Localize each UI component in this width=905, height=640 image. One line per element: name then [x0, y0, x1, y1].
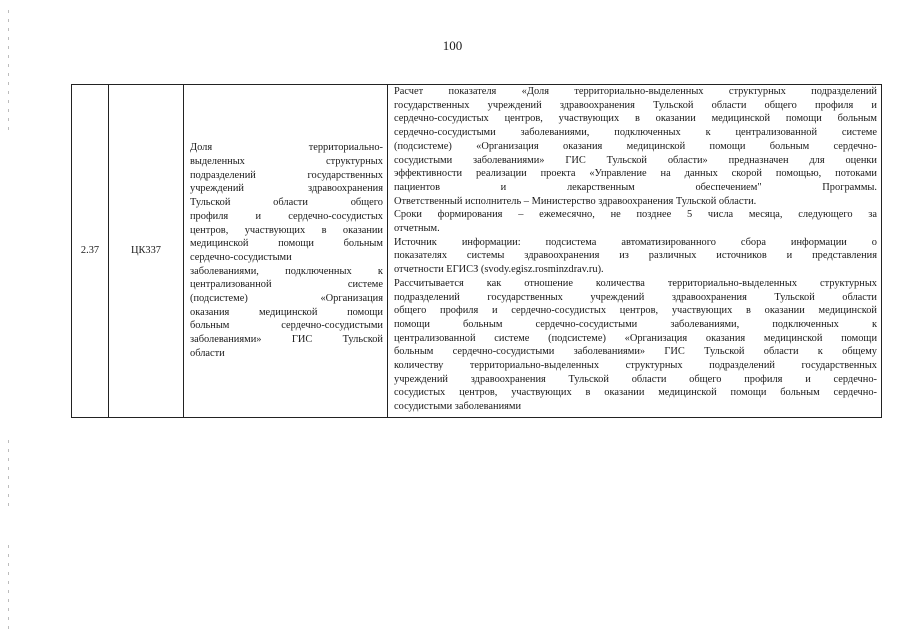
scan-edge-mark — [8, 440, 9, 510]
description-line: количеству территориально-выделенных структурных подразделений государственных — [394, 360, 877, 372]
description-line: централизованной системе (подсистеме) «Организация оказания медицинской помощи — [394, 332, 877, 344]
description-line: отчетным. — [394, 223, 440, 235]
row-number-cell: 2.37 — [72, 85, 109, 418]
description-line: больным сердечно-сосудистыми заболеваниями» ГИС Тульской области к общему — [394, 346, 877, 358]
description-line: Ответственный исполнитель – Министерство здравоохранения Тульской области. — [394, 195, 757, 207]
indicator-name-line: области — [190, 347, 225, 359]
indicator-name — [184, 141, 387, 360]
description-line: Источник информации: подсистема автоматизированного сбора информации о — [394, 236, 877, 248]
description-line: помощи больным сердечно-сосудистыми заболеваниями, подключенных к — [394, 318, 877, 330]
description-paragraph-calculation — [394, 85, 877, 236]
description-line: Сроки формирования – ежемесячно, не позднее 5 числа месяца, следующего за — [394, 209, 877, 221]
indicator-table — [71, 84, 882, 418]
description-line: подразделений государственных учреждений здравоохранения Тульской области — [394, 291, 877, 303]
indicator-name-cell — [184, 85, 388, 418]
scan-edge-mark — [8, 545, 9, 635]
scan-edge-mark — [8, 10, 9, 130]
indicator-name-line: больным сердечно-сосудистыми — [190, 320, 383, 332]
description-line: пациентов и лекарственным обеспечением" Программы. — [394, 181, 877, 193]
description-line: общего профиля и сердечно-сосудистых центров, участвующих в оказании медицинской — [394, 305, 877, 317]
indicator-name-line: сердечно-сосудистыми — [190, 251, 292, 263]
description-line: сосудистыми заболеваниями — [394, 401, 522, 413]
indicator-name-line: профиля и сердечно-сосудистых — [190, 210, 383, 222]
indicator-name-line: заболеваниями» ГИС Тульской — [190, 334, 383, 346]
indicator-description-cell — [388, 85, 882, 418]
description-line: государственных учреждений здравоохранения Тульской области общего профиля и — [394, 99, 877, 111]
description-line: сердечно-сосудистыми заболеваниями, подключенных к централизованной системе — [394, 127, 877, 139]
indicator-name-line: централизованной системе — [190, 279, 383, 291]
indicator-description — [388, 85, 881, 417]
indicator-name-line: (подсистеме) «Организация — [190, 293, 383, 305]
indicator-name-line: заболеваниями, подключенных к — [190, 265, 383, 277]
indicator-name-line: Доля территориально- — [190, 142, 383, 154]
table-row — [72, 85, 882, 418]
description-line: отчетности ЕГИСЗ (svody.egisz.rosminzdrav.ru). — [394, 264, 604, 276]
description-line: сердечно-сосудистых центров, участвующих в оказании медицинской помощи больным — [394, 113, 877, 125]
indicator-name-line: центров, участвующих в оказании — [190, 224, 383, 236]
indicator-name-line: медицинской помощи больным — [190, 238, 383, 250]
indicator-name-line: выделенных структурных — [190, 156, 383, 168]
indicator-name-line: Тульской области общего — [190, 197, 383, 209]
description-line: эффективности реализации проекта «Управление на данных скорой помощью, потоками — [394, 168, 877, 180]
description-line: Расчет показателя «Доля территориально-выделенных структурных подразделений — [394, 86, 877, 97]
page-number: 100 — [442, 38, 463, 53]
row-code-cell: ЦК337 — [109, 85, 184, 418]
description-line: сосудистых центров, участвующих в оказании медицинской помощи больным сердечно- — [394, 387, 877, 399]
description-line: сосудистыми заболеваниями» ГИС Тульской области» предназначен для оценки — [394, 154, 877, 166]
indicator-name-line: подразделений государственных — [190, 169, 383, 181]
description-line: показателях системы здравоохранения из различных источников и представления — [394, 250, 877, 262]
description-line: (подсистеме) «Организация оказания медицинской помощи больным сердечно- — [394, 140, 877, 152]
description-line: учреждений здравоохранения Тульской области общего профиля и сердечно- — [394, 373, 877, 385]
description-line: Рассчитывается как отношение количества территориально-выделенных структурных — [394, 277, 877, 289]
description-paragraph-source — [394, 236, 877, 277]
description-paragraph-formula — [394, 277, 877, 414]
indicator-name-line: оказания медицинской помощи — [190, 306, 383, 318]
indicator-name-line: учреждений здравоохранения — [190, 183, 383, 195]
